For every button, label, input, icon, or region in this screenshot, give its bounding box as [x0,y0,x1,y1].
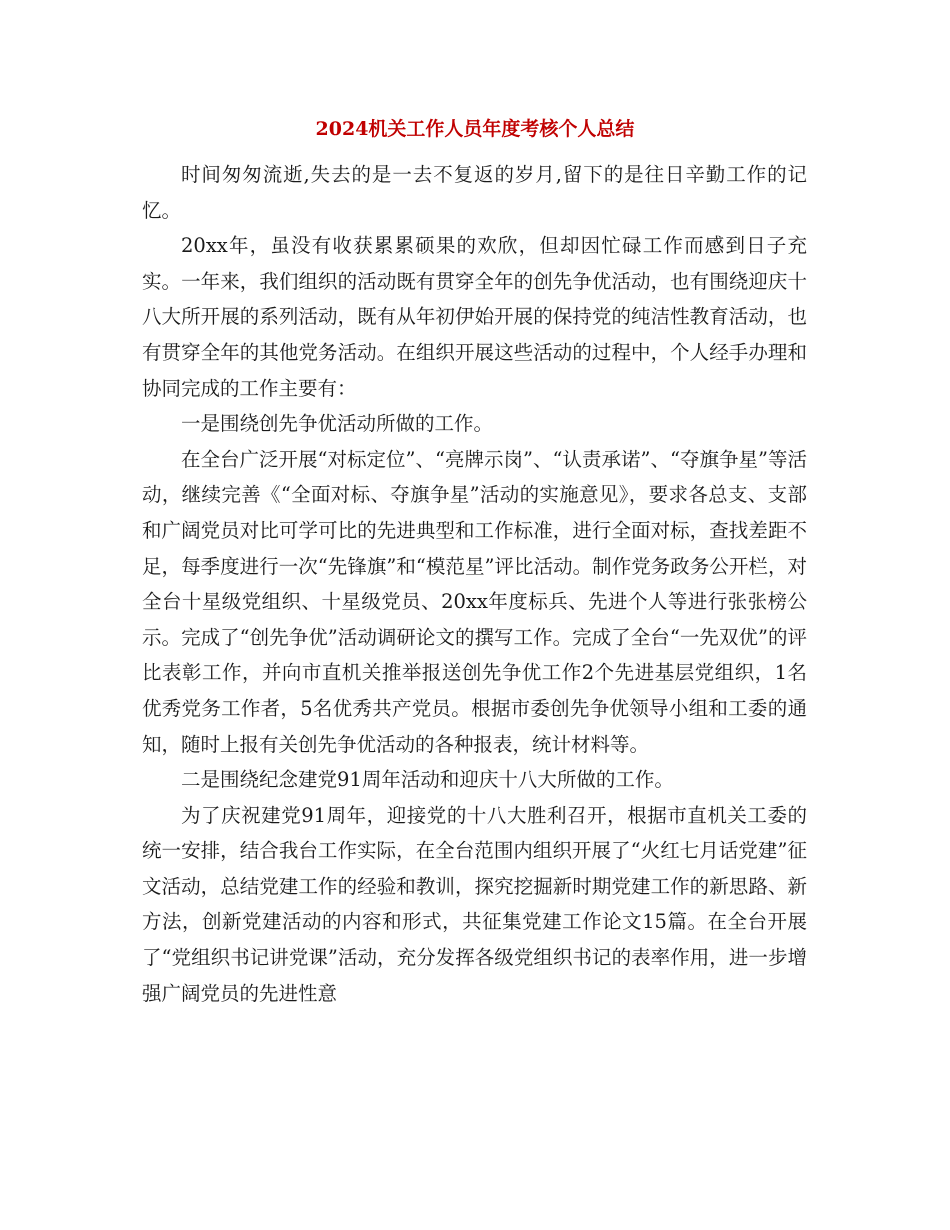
paragraph-1: 时间匆匆流逝,失去的是一去不复返的岁月,留下的是往日辛勤工作的记忆。 [142,163,807,222]
paragraph-3: 在全台广泛开展“对标定位”、“亮牌示岗”、“认责承诺”、“夺旗争星”等活动，继续完善《“全面对标、夺旗争星”活动的实施意见》，要求各总支、支部和广阔党员对比可学可比的先进典型和工作标准，进行全面对标，查找差距不足，每季度进行一次“先锋旗”和“模范星”评比活动。制作党务政务公开栏，对全台十星级党组织、十星级党员、20xx年度标兵、先进个人等进行张张榜公示。完成了“创先争优”活动调研论文的撰写工作。完成了全台“一先双优”的评比表彰工作，并向市直机关推举报送创先争优工作2个先进基层党组织，1名优秀党务工作者，5名优秀共产党员。根据市委创先争优领导小组和工委的通知，随时上报有关创先争优活动的各种报表，统计材料等。 [142,447,807,756]
section-heading-2: 二是围绕纪念建党91周年活动和迎庆十八大所做的工作。 [181,768,674,792]
section-heading-1: 一是围绕创先争优活动所做的工作。 [181,412,494,436]
paragraph-2: 20xx年，虽没有收获累累硕果的欢欣，但却因忙碌工作而感到日子充实。一年来，我们组织的活动既有贯穿全年的创先争优活动，也有围绕迎庆十八大所开展的系列活动，既有从年初伊始开展的保持党的纯洁性教育活动，也有贯穿全年的其他党务活动。在组织开展这些活动的过程中，个人经手办理和协同完成的工作主要有： [142,234,807,400]
paragraph-4: 为了庆祝建党91周年，迎接党的十八大胜利召开，根据市直机关工委的统一安排，结合我台工作实际，在全台范围内组织开展了“火红七月话党建”征文活动，总结党建工作的经验和教训，探究挖掘新时期党建工作的新思路、新方法，创新党建活动的内容和形式，共征集党建工作论文15篇。在全台开展了“党组织书记讲党课”活动，充分发挥各级党组织书记的表率作用，进一步增强广阔党员的先进性意 [142,803,807,1005]
document-body [142,157,807,1011]
document-title: 2024机关工作人员年度考核个人总结 [315,118,635,140]
